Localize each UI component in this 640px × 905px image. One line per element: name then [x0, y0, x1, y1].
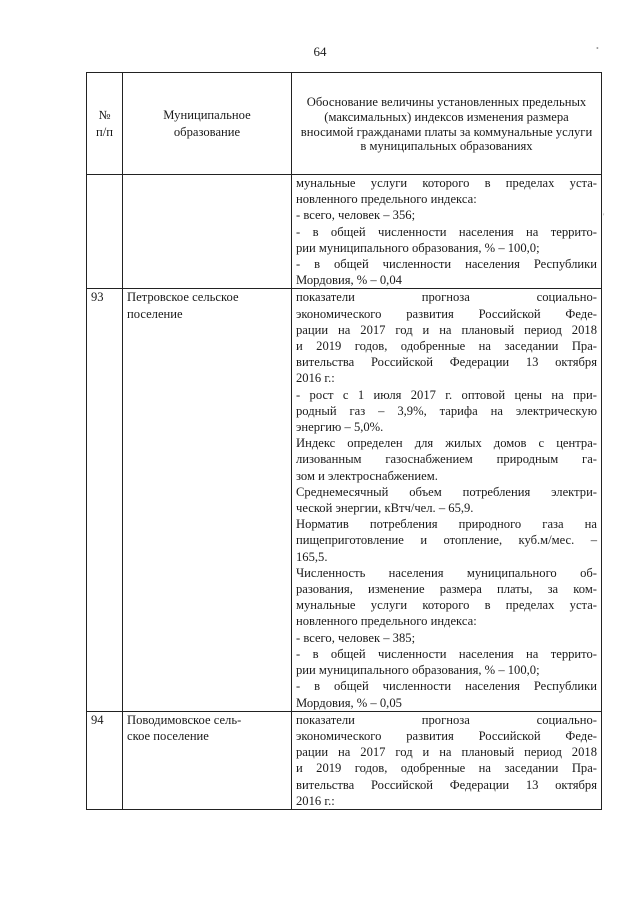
justification-line: вительства Российской Федерации 13 октября [296, 777, 597, 792]
justification-line: пищеприготовление и отопление, куб.м/мес. – [296, 533, 597, 548]
justification-line: Среднемесячный объем потребления электри- [296, 484, 597, 499]
justification-line: 2016 г.: [296, 793, 335, 808]
scan-speck: • [596, 44, 599, 53]
justification-line: - в общей численности населения Республики [296, 679, 597, 694]
table-row [87, 289, 602, 711]
row-justification [292, 711, 602, 809]
justification-line: вительства Российской Федерации 13 октября [296, 355, 597, 370]
justification-line: мунальные услуги которого в пределах уста- [296, 598, 597, 613]
justification-line: - в общей численности населения на террито- [296, 224, 597, 239]
justification-line: экономического развития Российской Феде- [296, 728, 597, 743]
justification-line: новленного предельного индекса: [296, 614, 477, 629]
justification-line: - в общей численности населения на террито- [296, 646, 597, 661]
table-row [87, 175, 602, 289]
row-number: 94 [87, 711, 123, 809]
justification-line: рии муниципального образования, % – 100,0; [296, 663, 540, 678]
table-header-row [87, 73, 602, 175]
justification-line: - всего, человек – 356; [296, 208, 416, 223]
row-justification [292, 175, 605, 289]
page-number: 64 [313, 44, 327, 59]
justification-line: и 2019 годов, одобренные на заседании Пра- [296, 761, 597, 776]
justification-line: показатели прогноза социально- [296, 712, 597, 727]
row-number [87, 175, 123, 289]
row-municipality: Поводимовское сель- ское поселение [123, 711, 292, 809]
justification-line: - в общей численности населения Республики [296, 257, 597, 272]
justification-line: Мордовия, % – 0,05 [296, 695, 402, 710]
row-municipality [123, 175, 292, 289]
justification-line: 165,5. [296, 549, 328, 564]
justification-line: новленного предельного индекса: [296, 192, 477, 207]
justification-line: рации на 2017 год и на плановый период 2018 [296, 322, 597, 337]
municipal-index-table [86, 72, 605, 810]
justification-line: - рост с 1 июля 2017 г. оптовой цены на при- [296, 387, 597, 402]
table-body [87, 175, 605, 810]
justification-line: зом и электроснабжением. [296, 468, 438, 483]
header-num: № п/п [87, 73, 123, 175]
justification-line: рации на 2017 год и на плановый период 2018 [296, 745, 597, 760]
header-justification: Обоснование величины установленных предельных (максимальных) индексов изменения размера вносимой гражданами платы за коммунальные услуги в муниципальных образованиях [292, 73, 602, 175]
justification-line: энергию – 5,0%. [296, 420, 384, 435]
scan-speck: ' [603, 212, 605, 221]
justification-line: рии муниципального образования, % – 100,0; [296, 240, 540, 255]
justification-line: мунальные услуги которого в пределах уста- [296, 176, 597, 190]
table-row [87, 711, 602, 809]
justification-line: экономического развития Российской Феде- [296, 306, 597, 321]
header-municipality: Муниципальное образование [123, 73, 292, 175]
row-number: 93 [87, 289, 123, 711]
row-municipality: Петровское сельское поселение [123, 289, 292, 711]
justification-line: Индекс определен для жилых домов с центра- [296, 436, 597, 451]
justification-line: Норматив потребления природного газа на [296, 517, 597, 532]
justification-line: родный газ – 3,9%, тарифа на электрическую [296, 403, 597, 418]
justification-line: лизованным газоснабжением природным га- [296, 452, 597, 467]
justification-line: ческой энергии, кВтч/чел. – 65,9. [296, 501, 474, 516]
justification-line: и 2019 годов, одобренные на заседании Пра- [296, 339, 597, 354]
justification-line: разования, изменение размера платы, за ком- [296, 582, 597, 597]
justification-line: Численность населения муниципального об- [296, 565, 597, 580]
justification-line: 2016 г.: [296, 371, 335, 386]
justification-line: Мордовия, % – 0,04 [296, 273, 402, 288]
row-justification [292, 289, 602, 711]
justification-line: показатели прогноза социально- [296, 290, 597, 305]
justification-line: - всего, человек – 385; [296, 630, 416, 645]
